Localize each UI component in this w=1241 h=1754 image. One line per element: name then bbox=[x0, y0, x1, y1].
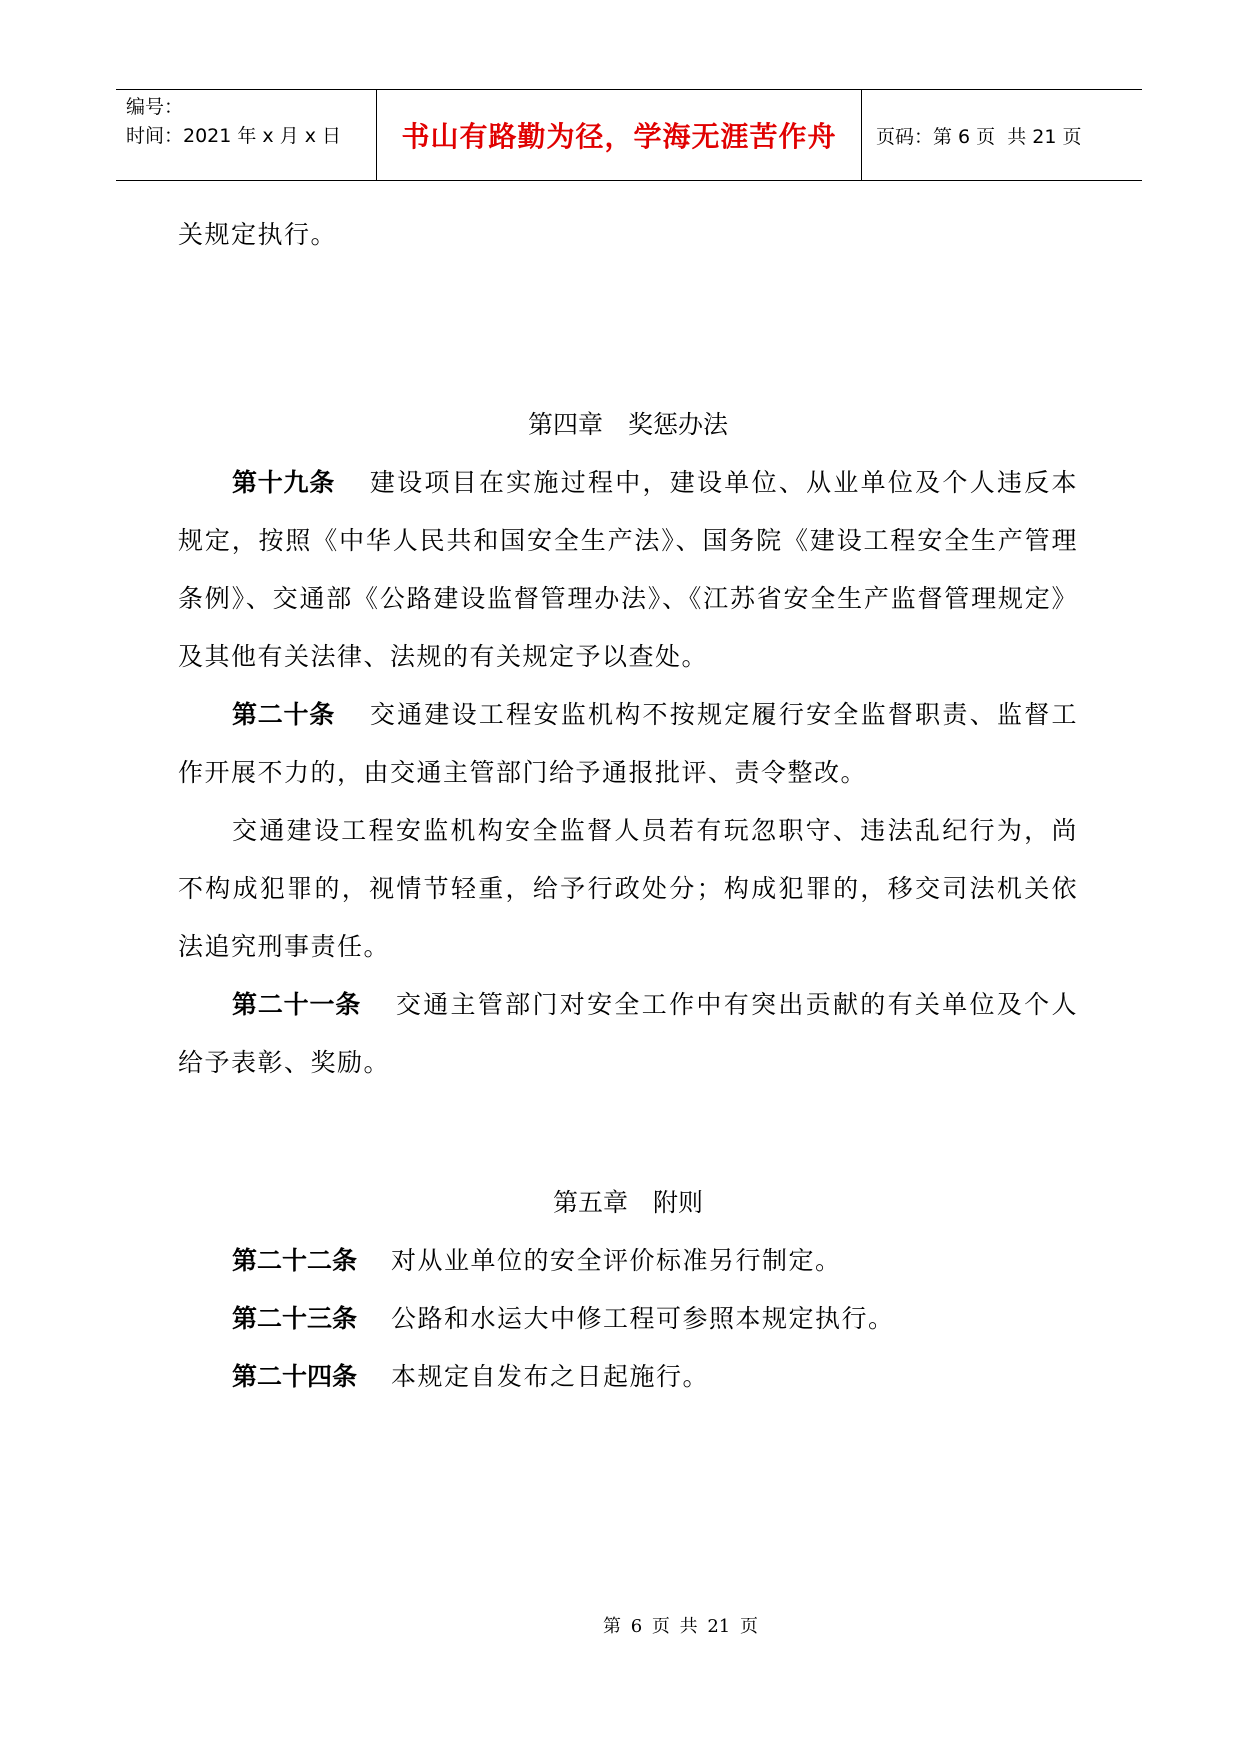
chapter-five bbox=[178, 1174, 1078, 1406]
article-22 bbox=[178, 1232, 1078, 1290]
article-19-label: 第十九条 bbox=[232, 468, 336, 497]
continuation-text: 关规定执行。 bbox=[178, 220, 338, 249]
article-20-label: 第二十条 bbox=[232, 700, 336, 729]
article-23-label: 第二十三条 bbox=[232, 1304, 358, 1333]
article-24-label: 第二十四条 bbox=[232, 1362, 358, 1391]
document-body bbox=[178, 206, 1078, 264]
article-22-label: 第二十二条 bbox=[232, 1246, 358, 1275]
page-header bbox=[116, 89, 1142, 181]
article-20 bbox=[178, 686, 1078, 802]
header-motto: 书山有路勤为径，学海无涯苦作舟 bbox=[401, 120, 837, 153]
article-20-text: 交通建设工程安监机构不按规定履行安全监督职责、监督工作开展不力的，由交通主管部门给予通报批评、责令整改。 bbox=[178, 700, 1078, 787]
article-24-text: 本规定自发布之日起施行。 bbox=[391, 1362, 710, 1391]
chapter-four bbox=[178, 396, 1078, 1092]
chapter-four-title: 第四章 奖惩办法 bbox=[527, 410, 728, 439]
article-22-text: 对从业单位的安全评价标准另行制定。 bbox=[391, 1246, 842, 1275]
article-20-paragraph-2: 交通建设工程安监机构安全监督人员若有玩忽职守、违法乱纪行为，尚不构成犯罪的，视情节轻重，给予行政处分；构成犯罪的，移交司法机关依法追究刑事责任。 bbox=[178, 816, 1078, 961]
article-23 bbox=[178, 1290, 1078, 1348]
header-page-code: 页码：第 6 页 共 21 页 bbox=[876, 125, 1082, 148]
article-24 bbox=[178, 1348, 1078, 1406]
page-footer: 第 6 页 共 21 页 bbox=[603, 1616, 758, 1637]
article-19 bbox=[178, 454, 1078, 686]
article-21-label: 第二十一条 bbox=[232, 990, 362, 1019]
header-time-label: 时间：2021 年 x 月 x 日 bbox=[126, 125, 342, 147]
article-23-text: 公路和水运大中修工程可参照本规定执行。 bbox=[391, 1304, 895, 1333]
article-19-text: 建设项目在实施过程中，建设单位、从业单位及个人违反本规定，按照《中华人民共和国安全生产法》、国务院《建设工程安全生产管理条例》、交通部《公路建设监督管理办法》、《江苏省安全生产监督管理规定》及其他有关法律、法规的有关规定予以查处。 bbox=[178, 468, 1078, 671]
article-21-text: 交通主管部门对安全工作中有突出贡献的有关单位及个人给予表彰、奖励。 bbox=[178, 990, 1078, 1077]
header-number-label: 编号： bbox=[126, 96, 184, 118]
article-21 bbox=[178, 976, 1078, 1092]
header-motto-cell bbox=[376, 90, 862, 180]
header-meta bbox=[126, 93, 376, 151]
chapter-five-title: 第五章 附则 bbox=[552, 1188, 703, 1217]
